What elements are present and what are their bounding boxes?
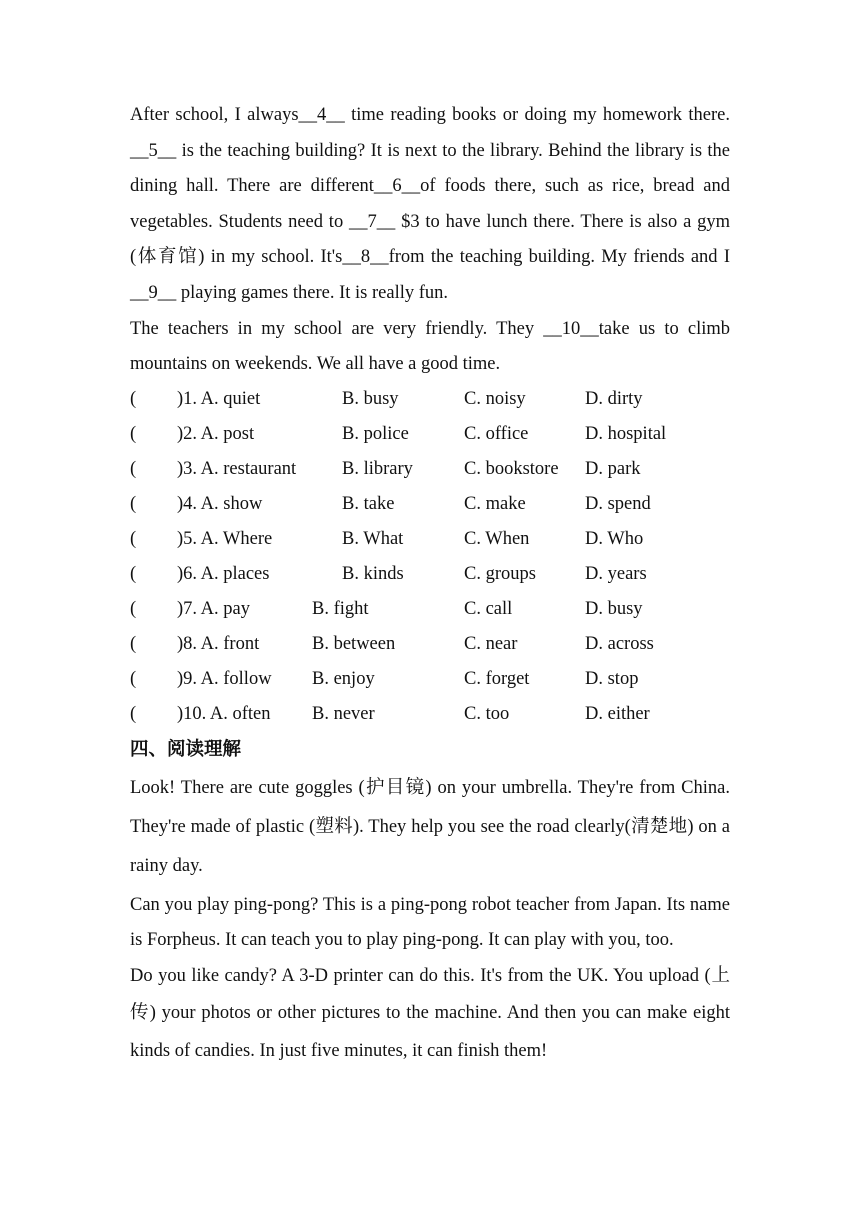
answer-bracket: ( <box>130 423 137 444</box>
option-b: B. kinds <box>342 563 404 584</box>
option-d: D. years <box>585 563 647 584</box>
option-d: D. busy <box>585 598 643 619</box>
option-c: C. make <box>464 493 526 514</box>
option-c: C. noisy <box>464 388 526 409</box>
option-d: D. across <box>585 633 654 654</box>
option-c: C. near <box>464 633 518 654</box>
passage-2-paragraph-1: Look! There are cute goggles (护目镜) on your umbrella. They're from China. They're made of plastic (塑料). They help you see the road clearly(清楚地) on a rainy day. <box>130 777 730 876</box>
question-row-2 <box>130 417 730 452</box>
option-a: )8. A. front <box>177 633 260 654</box>
option-c: C. forget <box>464 668 530 689</box>
option-a: )10. A. often <box>177 703 271 724</box>
option-d: D. dirty <box>585 388 643 409</box>
question-list <box>130 382 730 732</box>
option-c: C. office <box>464 423 529 444</box>
option-d: D. spend <box>585 493 651 514</box>
option-a: )5. A. Where <box>177 528 273 549</box>
option-b: B. library <box>342 458 413 479</box>
option-b: B. take <box>342 493 395 514</box>
option-b: B. busy <box>342 388 399 409</box>
document-page <box>130 98 730 1070</box>
passage-2-paragraph-2: Can you play ping-pong? This is a ping-pong robot teacher from Japan. Its name is Forpheus. It can teach you to play ping-pong. It can play with you, too. <box>130 894 730 950</box>
section-heading: 四、阅读理解 <box>130 738 242 760</box>
option-a: )7. A. pay <box>177 598 250 619</box>
option-c: C. When <box>464 528 530 549</box>
answer-bracket: ( <box>130 598 137 619</box>
option-a: )3. A. restaurant <box>177 458 297 479</box>
option-b: B. enjoy <box>312 668 375 689</box>
passage-1-paragraph-2: The teachers in my school are very friendly. They __10__take us to climb mountains on weekends. We all have a good time. <box>130 318 730 374</box>
question-row-7 <box>130 592 730 627</box>
passage-1-paragraph-1: After school, I always__4__ time reading books or doing my homework there. __5__ is the teaching building? It is next to the library. Behind the library is the dining hall. There are different__6__of foods there, such as rice, bread and vegetables. Students need to __7__ $3 to have lunch there. There is also a gym (体育馆) in my school. It's__8__from the teaching building. My friends and I __9__ playing games there. It is really fun. <box>130 105 730 303</box>
answer-bracket: ( <box>130 388 137 409</box>
question-row-10 <box>130 697 730 732</box>
answer-bracket: ( <box>130 668 137 689</box>
option-a: )4. A. show <box>177 493 263 514</box>
option-d: D. Who <box>585 528 644 549</box>
question-row-5 <box>130 522 730 557</box>
option-c: C. too <box>464 703 510 724</box>
answer-bracket: ( <box>130 458 137 479</box>
answer-bracket: ( <box>130 633 137 654</box>
option-c: C. groups <box>464 563 536 584</box>
answer-bracket: ( <box>130 563 137 584</box>
option-d: D. hospital <box>585 423 667 444</box>
option-b: B. between <box>312 633 396 654</box>
question-row-3 <box>130 452 730 487</box>
option-c: C. call <box>464 598 513 619</box>
question-row-6 <box>130 557 730 592</box>
option-a: )9. A. follow <box>177 668 272 689</box>
option-d: D. park <box>585 458 641 479</box>
answer-bracket: ( <box>130 528 137 549</box>
option-b: B. What <box>342 528 404 549</box>
option-b: B. police <box>342 423 409 444</box>
option-a: )2. A. post <box>177 423 255 444</box>
question-row-9 <box>130 662 730 697</box>
option-c: C. bookstore <box>464 458 559 479</box>
option-d: D. stop <box>585 668 639 689</box>
option-d: D. either <box>585 703 650 724</box>
question-row-1 <box>130 382 730 417</box>
passage-2-paragraph-3: Do you like candy? A 3-D printer can do this. It's from the UK. You upload (上传) your photos or other pictures to the machine. And then you can make eight kinds of candies. In just five minutes, it can finish them! <box>130 965 730 1061</box>
question-row-4 <box>130 487 730 522</box>
option-a: )1. A. quiet <box>177 388 261 409</box>
answer-bracket: ( <box>130 493 137 514</box>
option-b: B. fight <box>312 598 369 619</box>
option-b: B. never <box>312 703 375 724</box>
question-row-8 <box>130 627 730 662</box>
option-a: )6. A. places <box>177 563 270 584</box>
answer-bracket: ( <box>130 703 137 724</box>
